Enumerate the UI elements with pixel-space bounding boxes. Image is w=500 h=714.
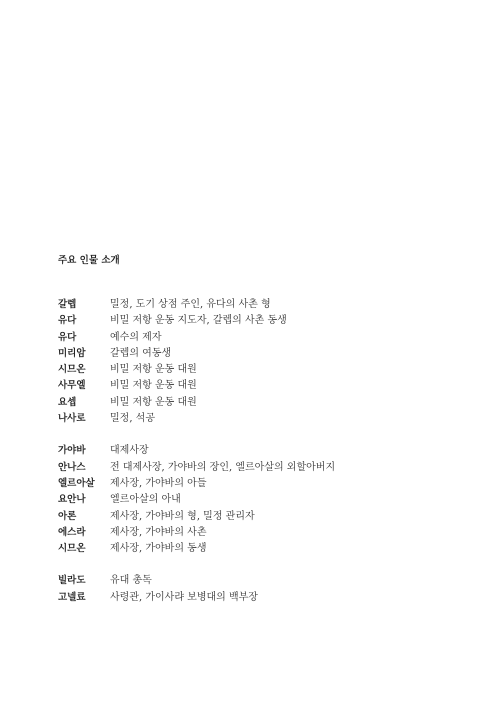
character-group [58,297,478,427]
character-row [58,330,478,346]
character-description: 엘르아살의 아내 [110,494,181,506]
character-name: 에스라 [58,526,86,538]
character-name: 요셉 [58,396,77,408]
character-name: 요안나 [58,494,86,506]
character-row [58,509,478,525]
character-row [58,362,478,378]
character-name: 미리암 [58,347,86,359]
character-row [58,346,478,362]
character-row [58,476,478,492]
character-description: 비밀 저항 운동 지도자, 갈렙의 사촌 동생 [110,315,287,327]
character-description: 대제사장 [110,445,149,457]
character-row [58,492,478,508]
character-name: 유다 [58,315,77,327]
character-description: 제사장, 가야바의 아들 [110,477,207,489]
character-description: 사령관, 가이사랴 보병대의 백부장 [110,591,258,603]
character-name: 안나스 [58,461,86,473]
character-group [58,443,478,557]
character-name: 가야바 [58,445,86,457]
character-description: 비밀 저항 운동 대원 [110,396,197,408]
character-row [58,590,478,606]
character-name: 나사로 [58,413,86,425]
character-name: 갈렙 [58,299,77,310]
page-title: 주요 인물 소개 [58,255,120,266]
character-description: 비밀 저항 운동 대원 [110,380,197,392]
character-name: 고넬료 [58,591,86,603]
character-name: 시므온 [58,364,86,376]
character-description: 제사장, 가야바의 동생 [110,543,207,555]
character-row [58,541,478,557]
character-description: 제사장, 가야바의 형, 밀정 관리자 [110,510,255,522]
group-spacer [58,427,478,443]
character-row [58,573,478,589]
group-spacer [58,557,478,573]
character-row [58,378,478,394]
character-name: 유다 [58,331,77,343]
character-description: 밀정, 도기 상점 주인, 유다의 사촌 형 [110,299,271,310]
character-description: 밀정, 석공 [110,413,155,425]
character-name: 빌라도 [58,575,86,587]
character-row [58,313,478,329]
character-list [58,297,478,606]
character-row [58,411,478,427]
character-description: 예수의 제자 [110,331,162,343]
character-row [58,297,478,313]
character-name: 시므온 [58,543,86,555]
character-description: 유대 총독 [110,575,152,587]
character-name: 엘르아살 [58,477,95,489]
character-description: 비밀 저항 운동 대원 [110,364,197,376]
character-description: 전 대제사장, 가야바의 장인, 엘르아살의 외할아버지 [110,461,336,473]
character-row [58,443,478,459]
character-group [58,573,478,606]
character-name: 사무엘 [58,380,86,392]
character-description: 제사장, 가야바의 사촌 [110,526,207,538]
character-description: 갈렙의 여동생 [110,347,172,359]
character-row [58,525,478,541]
character-name: 아론 [58,510,77,522]
character-row [58,460,478,476]
character-row [58,395,478,411]
